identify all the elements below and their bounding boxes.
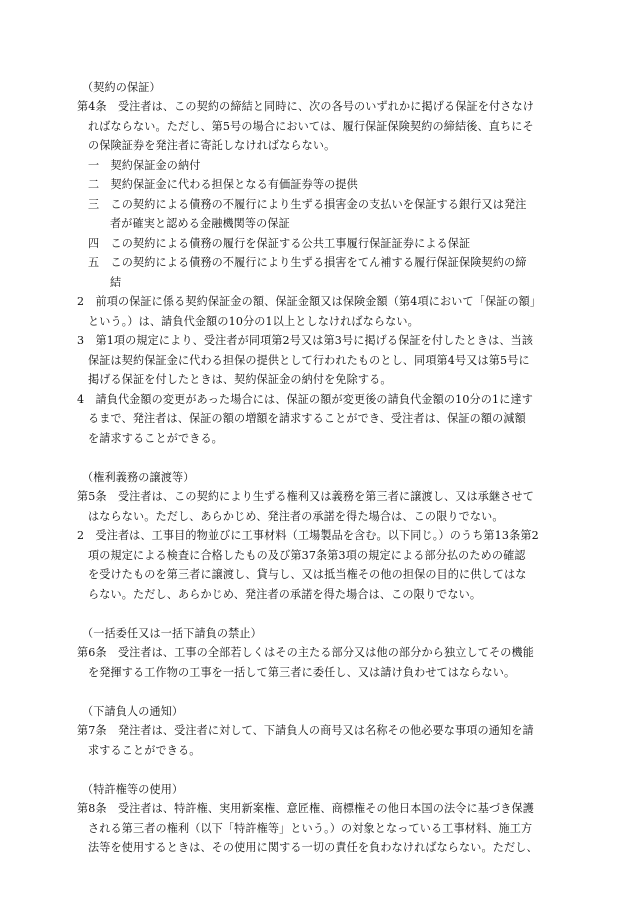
section-heading: （一括委任又は一括下請負の禁止） [82,627,262,640]
list-item: 五 この契約による債務の不履行により生ずる損害をてん補する履行保証保険契約の締 [88,256,527,269]
article-line: ればならない。ただし、第5号の場合においては、履行保証保険契約の締結後、直ちにそ [88,120,534,133]
list-item: 結 [110,276,122,289]
article-line: を発揮する工作物の工事を一括して第三者に委任し、又は請け負わせてはならない。 [88,666,516,679]
article-line: 求することができる。 [88,744,201,757]
article-line: の保険証券を発注者に寄託しなければならない。 [88,139,336,152]
article-line: 第5条 受注者は、この契約により生ずる権利又は義務を第三者に譲渡し、又は承継させて [77,490,534,503]
article-line: 法等を使用するときは、その使用に関する一切の責任を負わなければならない。ただし、 [88,841,538,854]
article-line: 4 請負代金額の変更があった場合には、保証の額が変更後の請負代金額の10分の1に達す [77,393,533,406]
article-line: 3 第1項の規定により、受注者が同項第2号又は第3号に掲げる保証を付したときは、当該 [77,334,534,347]
section-heading: （契約の保証） [82,81,161,94]
article-line: 第6条 受注者は、工事の全部若しくはその主たる部分又は他の部分から独立してその機能 [77,646,534,659]
article-line: 掲げる保証を付したときは、契約保証金の納付を免除する。 [88,373,392,386]
section-heading: （特許権等の使用） [82,783,184,796]
article-line: 保証は契約保証金に代わる担保の提供として行われたものとし、同項第4号又は第5号に [88,354,530,367]
section-heading: （権利義務の譲渡等） [82,471,195,484]
article-line: はならない。ただし、あらかじめ、発注者の承諾を得た場合は、この限りでない。 [88,510,504,523]
list-item: 二 契約保証金に代わる担保となる有価証券等の提供 [88,178,358,191]
article-line: 第4条 受注者は、この契約の締結と同時に、次の各号のいずれかに掲げる保証を付さなけ [77,100,534,113]
list-item: 三 この契約による債務の不履行により生ずる損害金の支払いを保証する銀行又は発注 [88,198,527,211]
section-heading: （下請負人の通知） [82,705,184,718]
article-line: を請求することができる。 [88,432,223,445]
article-line: という。）は、請負代金額の10分の1以上としなければならない。 [88,315,419,328]
article-line: 第8条 受注者は、特許権、実用新案権、意匠権、商標権その他日本国の法令に基づき保護 [77,802,534,815]
article-line: 2 受注者は、工事目的物並びに工事材料（工場製品を含む。以下同じ。）のうち第13条第2 [77,529,539,542]
article-line: 項の規定による検査に合格したもの及び第37条第3項の規定による部分払のための確認 [88,549,526,562]
article-line: 2 前項の保証に係る契約保証金の額、保証金額又は保険金額（第4項において「保証の額」 [77,295,542,308]
article-line: らない。ただし、あらかじめ、発注者の承諾を得た場合は、この限りでない。 [88,588,482,601]
article-line: 第7条 発注者は、受注者に対して、下請負人の商号又は名称その他必要な事項の通知を請 [77,724,534,737]
list-item: 者が確実と認める金融機関等の保証 [110,217,290,230]
article-line: を受けたものを第三者に譲渡し、貸与し、又は抵当権その他の担保の目的に供してはな [88,568,527,581]
article-line: るまで、発注者は、保証の額の増額を請求することができ、受注者は、保証の額の減額 [88,412,526,425]
list-item: 四 この契約による債務の履行を保証する公共工事履行保証証券による保証 [88,237,471,250]
article-line: される第三者の権利（以下「特許権等」という。）の対象となっている工事材料、施工方 [88,822,533,835]
list-item: 一 契約保証金の納付 [88,159,201,172]
